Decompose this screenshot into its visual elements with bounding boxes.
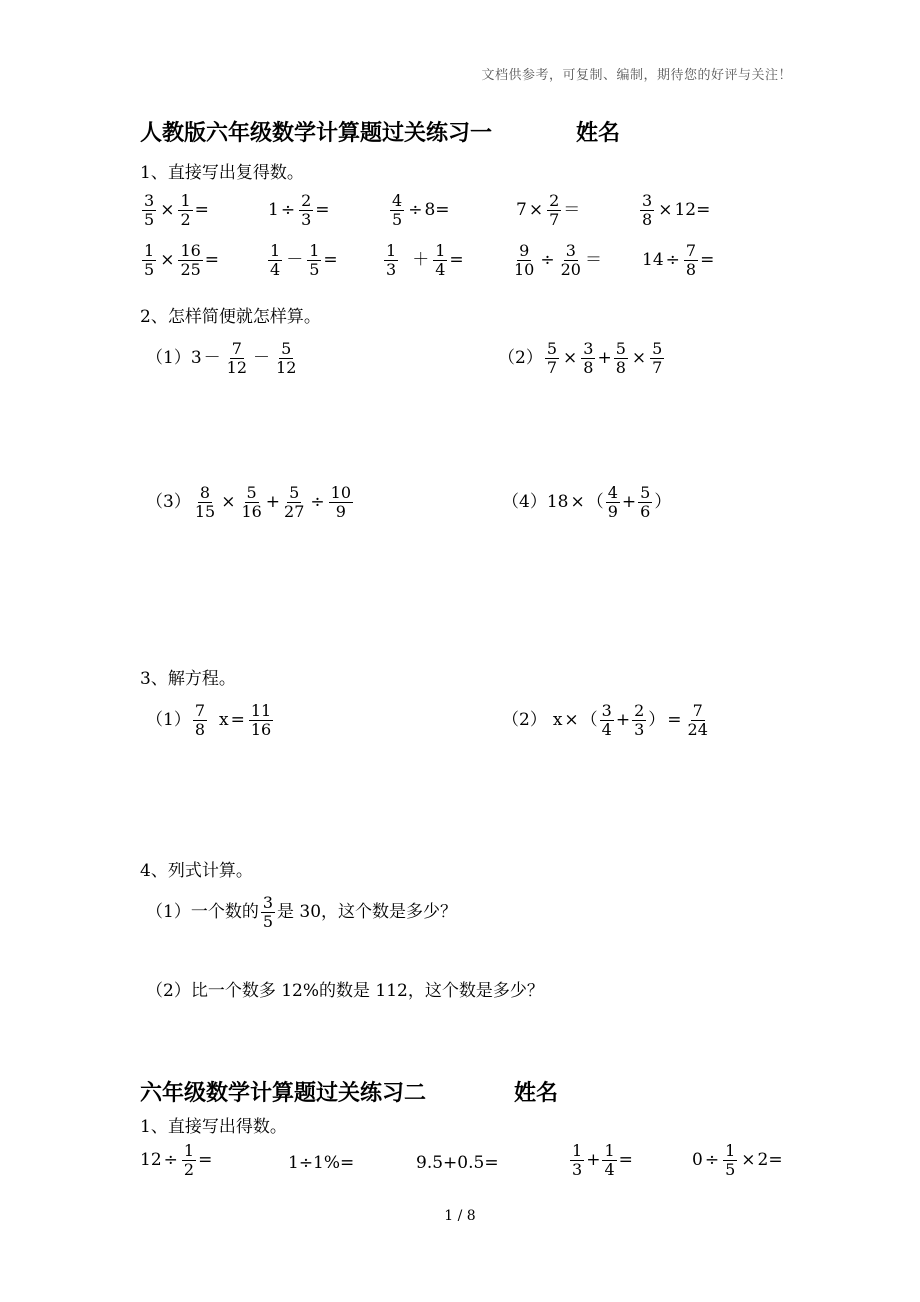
p1-s2-q2: （2） $\frac{5}{7}$ × $\frac{3}{8}$ + $\frac{5}{8}$ × $\frac{5}{7}$ — [498, 339, 663, 377]
fraction: $\frac{2}{3}$ — [634, 701, 645, 739]
fraction: $\frac{3}{4}$ — [601, 701, 612, 739]
p1-s2-q1: （1） 3 － $\frac{7}{12}$ － $\frac{5}{12}$ — [146, 339, 297, 377]
fraction: $\frac{5}{6}$ — [640, 483, 651, 521]
page-number: 1 / 8 — [444, 1208, 476, 1224]
p2-s1-q5: 0 ÷ $\frac{1}{5}$ × 2 = — [692, 1141, 783, 1179]
fraction: $\frac{1}{5}$ — [144, 241, 155, 279]
fraction: $\frac{5}{7}$ — [546, 339, 558, 377]
fraction: $\frac{3}{5}$ — [262, 893, 274, 931]
fraction: $\frac{7}{8}$ — [685, 241, 697, 279]
header-note: 文档供参考，可复制、编制，期待您的好评与关注！ — [481, 68, 792, 83]
fraction: $\frac{1}{5}$ — [309, 241, 320, 279]
p1-s1-q10: 14 ÷ $\frac{7}{8}$ = — [642, 241, 715, 279]
practice2-name-label: 姓名 — [514, 1081, 559, 1106]
fraction: $\frac{7}{8}$ — [194, 701, 206, 739]
fraction: $\frac{1}{4}$ — [604, 1141, 615, 1179]
p1-section4-title: 4、列式计算。 — [140, 861, 253, 881]
fraction: $\frac{3}{5}$ — [144, 191, 155, 229]
p1-s1-q1: $\frac{3}{5}$ × $\frac{1}{2}$ = — [144, 191, 209, 229]
fraction: $\frac{4}{5}$ — [392, 191, 403, 229]
p1-s3-q2: （2） x × （ $\frac{3}{4}$ + $\frac{2}{3}$ ） = $\frac{7}{24}$ — [502, 701, 708, 739]
fraction: $\frac{9}{10}$ — [514, 241, 535, 279]
fraction: $\frac{2}{7}$ — [549, 191, 560, 229]
p1-s1-q6: $\frac{1}{5}$ × $\frac{16}{25}$ = — [144, 241, 220, 279]
fraction: $\frac{5}{16}$ — [241, 483, 262, 521]
fraction: $\frac{16}{25}$ — [180, 241, 201, 279]
fraction: $\frac{3}{20}$ — [560, 241, 581, 279]
fraction: $\frac{1}{4}$ — [435, 241, 446, 279]
practice1-title: 人教版六年级数学计算题过关练习一 — [140, 121, 493, 146]
fraction: $\frac{4}{9}$ — [607, 483, 618, 521]
p1-section2-title: 2、怎样简便就怎样算。 — [140, 307, 321, 327]
practice2-title: 六年级数学计算题过关练习二 — [140, 1081, 427, 1106]
fraction: $\frac{1}{2}$ — [183, 1141, 195, 1179]
p1-s4-q1: （1）一个数的 $\frac{3}{5}$ 是 30，这个数是多少？ — [146, 893, 458, 931]
p1-s4-q2: （2）比一个数多 12%的数是 112，这个数是多少？ — [146, 981, 544, 1001]
p1-s1-q7: $\frac{1}{4}$ － $\frac{1}{5}$ = — [270, 241, 338, 279]
fraction: $\frac{7}{12}$ — [226, 339, 248, 377]
fraction: $\frac{1}{5}$ — [725, 1141, 736, 1179]
p1-s1-q9: $\frac{9}{10}$ ÷ $\frac{3}{20}$ ＝ — [514, 241, 602, 279]
p2-s1-q4: $\frac{1}{3}$ + $\frac{1}{4}$ = — [572, 1141, 633, 1179]
p1-s2-q4: （4） 18 × （ $\frac{4}{9}$ + $\frac{5}{6}$ ） — [502, 483, 672, 521]
p2-s1-q2: 1÷1%= — [288, 1153, 355, 1173]
p1-section1-title: 1、直接写出复得数。 — [140, 163, 304, 183]
fraction: $\frac{1}{2}$ — [180, 191, 191, 229]
p1-s1-q2: 1 ÷ $\frac{2}{3}$ = — [268, 191, 330, 229]
p1-s1-q8: $\frac{1}{3}$ ＋ $\frac{1}{4}$ = — [386, 241, 464, 279]
fraction: $\frac{10}{9}$ — [330, 483, 352, 521]
p1-s2-q3: （3） $\frac{8}{15}$ × $\frac{5}{16}$ + $\frac{5}{27}$ ÷ $\frac{10}{9}$ — [146, 483, 352, 521]
fraction: $\frac{1}{3}$ — [572, 1141, 583, 1179]
fraction: $\frac{5}{27}$ — [284, 483, 305, 521]
fraction: $\frac{5}{7}$ — [652, 339, 663, 377]
fraction: $\frac{2}{3}$ — [301, 191, 312, 229]
fraction: $\frac{11}{16}$ — [250, 701, 272, 739]
fraction: $\frac{3}{8}$ — [642, 191, 653, 229]
p1-s1-q5: $\frac{3}{8}$ × 12 = — [642, 191, 711, 229]
p2-section1-title: 1、直接写出得数。 — [140, 1117, 287, 1137]
practice1-name-label: 姓名 — [576, 121, 621, 146]
p1-s1-q4: 7 × $\frac{2}{7}$ ＝ — [516, 191, 581, 229]
fraction: $\frac{5}{12}$ — [276, 339, 297, 377]
fraction: $\frac{5}{8}$ — [615, 339, 626, 377]
p1-s3-q1: （1） $\frac{7}{8}$ x = $\frac{11}{16}$ — [146, 701, 272, 739]
p1-section3-title: 3、解方程。 — [140, 669, 236, 689]
fraction: $\frac{1}{3}$ — [386, 241, 397, 279]
fraction: $\frac{8}{15}$ — [194, 483, 216, 521]
fraction: $\frac{7}{24}$ — [687, 701, 708, 739]
fraction: $\frac{1}{4}$ — [270, 241, 281, 279]
p2-s1-q3: 9.5+0.5= — [416, 1153, 499, 1173]
p2-s1-q1: 12 ÷ $\frac{1}{2}$ = — [140, 1141, 213, 1179]
p1-s1-q3: $\frac{4}{5}$ ÷ 8 = — [392, 191, 450, 229]
fraction: $\frac{3}{8}$ — [583, 339, 594, 377]
